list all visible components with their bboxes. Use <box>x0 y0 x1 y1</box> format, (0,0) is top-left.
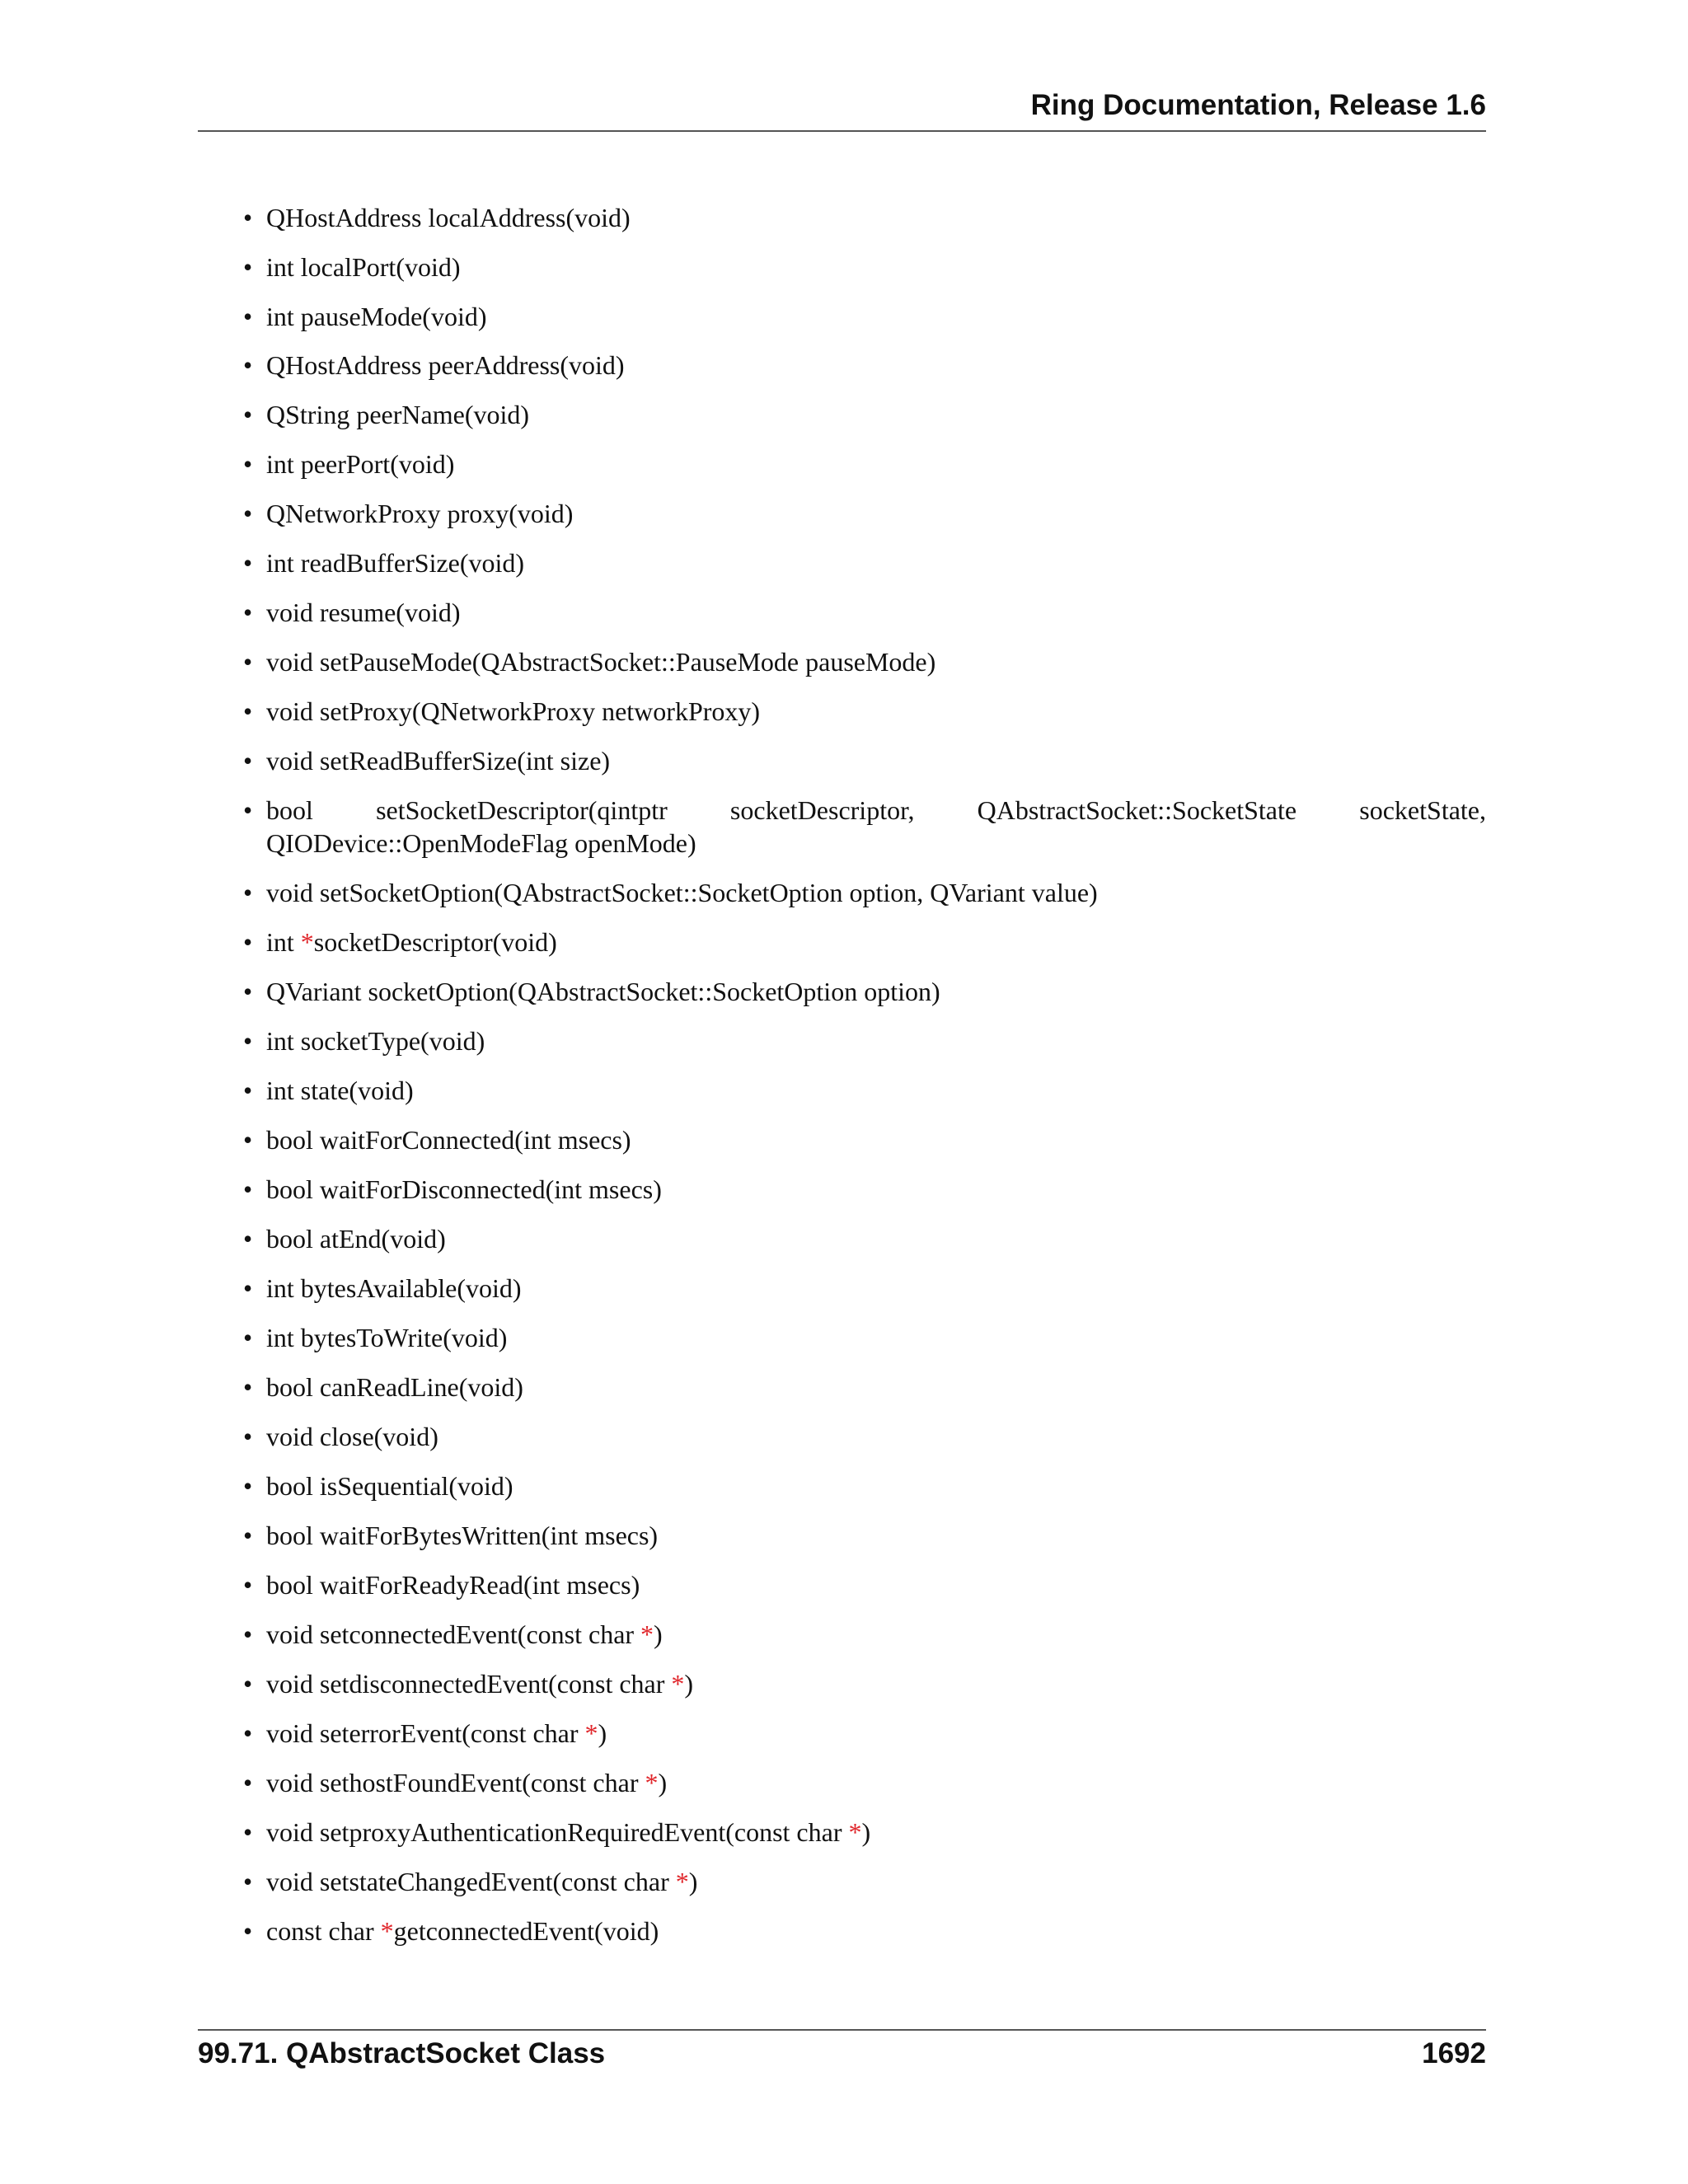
bullet-icon: • <box>243 1076 253 1105</box>
footer-rule <box>198 2029 1486 2031</box>
method-signature: bool setSocketDescriptor(qintptr socketDescriptor, QAbstractSocket::SocketState socketState, QIODevice::OpenModeFlag openMode) <box>266 795 1486 858</box>
pointer-asterisk: * <box>671 1669 685 1699</box>
bullet-icon: • <box>243 977 253 1006</box>
list-item <box>243 794 1486 860</box>
list-item <box>243 546 1486 579</box>
bullet-icon: • <box>243 1174 253 1204</box>
list-item <box>243 1222 1486 1255</box>
list-item <box>243 695 1486 728</box>
method-signature: int readBufferSize(void) <box>266 548 525 578</box>
bullet-icon: • <box>243 927 253 957</box>
bullet-icon: • <box>243 1471 253 1501</box>
list-item <box>243 398 1486 431</box>
bullet-icon: • <box>243 1619 253 1649</box>
list-item <box>243 1915 1486 1947</box>
list-item <box>243 1816 1486 1849</box>
method-signature: int socketType(void) <box>266 1026 485 1056</box>
list-item <box>243 1321 1486 1354</box>
bullet-icon: • <box>243 647 253 677</box>
pointer-asterisk: * <box>675 1867 689 1896</box>
method-signature: void setReadBufferSize(int size) <box>266 746 611 776</box>
bullet-icon: • <box>243 878 253 907</box>
method-signature: QHostAddress peerAddress(void) <box>266 350 625 380</box>
list-item <box>243 1123 1486 1156</box>
list-item <box>243 1420 1486 1453</box>
method-signature-end: ) <box>861 1817 871 1847</box>
bullet-icon: • <box>243 252 253 282</box>
list-item <box>243 201 1486 234</box>
bullet-icon: • <box>243 1273 253 1303</box>
list-item <box>243 1519 1486 1552</box>
list-item <box>243 744 1486 777</box>
list-item <box>243 300 1486 333</box>
method-signature-end: ) <box>688 1867 698 1896</box>
bullet-icon: • <box>243 499 253 528</box>
list-item <box>243 448 1486 480</box>
method-signature: bool canReadLine(void) <box>266 1372 523 1402</box>
method-signature: QHostAddress localAddress(void) <box>266 203 631 232</box>
footer-section-title: 99.71. QAbstractSocket Class <box>198 2037 606 2069</box>
method-signature: bool waitForConnected(int msecs) <box>266 1125 631 1155</box>
bullet-icon: • <box>243 350 253 380</box>
bullet-icon: • <box>243 1224 253 1254</box>
pointer-asterisk: * <box>300 927 314 957</box>
method-signature-start: void setproxyAuthenticationRequiredEvent(const char <box>266 1817 849 1847</box>
bullet-icon: • <box>243 1867 253 1896</box>
bullet-icon: • <box>243 598 253 627</box>
list-item <box>243 1024 1486 1057</box>
method-signature: int pauseMode(void) <box>266 302 487 331</box>
method-signature-end: ) <box>658 1768 668 1797</box>
method-signature: bool waitForDisconnected(int msecs) <box>266 1174 662 1204</box>
list-item <box>243 1667 1486 1700</box>
list-item <box>243 251 1486 284</box>
pointer-asterisk: * <box>645 1768 659 1797</box>
list-item <box>243 926 1486 958</box>
bullet-icon: • <box>243 302 253 331</box>
method-signature-end: socketDescriptor(void) <box>313 927 557 957</box>
bullet-icon: • <box>243 1768 253 1797</box>
method-signature-end: getconnectedEvent(void) <box>393 1916 659 1946</box>
list-item <box>243 1371 1486 1404</box>
bullet-icon: • <box>243 1026 253 1056</box>
list-item <box>243 497 1486 530</box>
method-signature: QVariant socketOption(QAbstractSocket::SocketOption option) <box>266 977 940 1006</box>
list-item <box>243 349 1486 382</box>
method-signature: void resume(void) <box>266 598 461 627</box>
method-signature: int bytesAvailable(void) <box>266 1273 522 1303</box>
method-signature: bool waitForReadyRead(int msecs) <box>266 1570 640 1600</box>
list-item <box>243 975 1486 1008</box>
method-signature: int bytesToWrite(void) <box>266 1323 508 1352</box>
method-signature: bool waitForBytesWritten(int msecs) <box>266 1521 659 1550</box>
method-signature: void setProxy(QNetworkProxy networkProxy) <box>266 696 761 726</box>
method-signature: bool isSequential(void) <box>266 1471 513 1501</box>
bullet-icon: • <box>243 696 253 726</box>
method-signature-start: int <box>266 927 301 957</box>
bullet-icon: • <box>243 400 253 429</box>
list-item <box>243 1272 1486 1305</box>
bullet-icon: • <box>243 1718 253 1748</box>
bullet-icon: • <box>243 203 253 232</box>
list-item <box>243 876 1486 909</box>
method-signature: void setPauseMode(QAbstractSocket::PauseMode pauseMode) <box>266 647 936 677</box>
method-signature-start: const char <box>266 1916 381 1946</box>
bullet-icon: • <box>243 1323 253 1352</box>
pointer-asterisk: * <box>640 1619 654 1649</box>
method-signature-start: void sethostFoundEvent(const char <box>266 1768 645 1797</box>
bullet-icon: • <box>243 1422 253 1451</box>
bullet-icon: • <box>243 1570 253 1600</box>
list-item <box>243 1717 1486 1750</box>
method-signature: QNetworkProxy proxy(void) <box>266 499 574 528</box>
pointer-asterisk: * <box>584 1718 598 1748</box>
method-signature-start: void setdisconnectedEvent(const char <box>266 1669 672 1699</box>
pointer-asterisk: * <box>848 1817 862 1847</box>
method-signature-start: void setstateChangedEvent(const char <box>266 1867 676 1896</box>
method-signature-start: void setconnectedEvent(const char <box>266 1619 641 1649</box>
method-signature-end: ) <box>654 1619 663 1649</box>
list-item <box>243 1568 1486 1601</box>
bullet-icon: • <box>243 1521 253 1550</box>
bullet-icon: • <box>243 449 253 479</box>
bullet-icon: • <box>243 1372 253 1402</box>
method-signature: int state(void) <box>266 1076 414 1105</box>
method-signature: int localPort(void) <box>266 252 461 282</box>
method-signature-end: ) <box>598 1718 607 1748</box>
bullet-icon: • <box>243 746 253 776</box>
method-signature: void setSocketOption(QAbstractSocket::SocketOption option, QVariant value) <box>266 878 1098 907</box>
list-item <box>243 1074 1486 1107</box>
method-signature: int peerPort(void) <box>266 449 455 479</box>
bullet-icon: • <box>243 548 253 578</box>
bullet-icon: • <box>243 1916 253 1946</box>
pointer-asterisk: * <box>380 1916 394 1946</box>
method-signature-start: void seterrorEvent(const char <box>266 1718 585 1748</box>
method-signature: bool atEnd(void) <box>266 1224 446 1254</box>
list-item <box>243 596 1486 629</box>
list-item <box>243 645 1486 678</box>
list-item <box>243 1173 1486 1206</box>
bullet-icon: • <box>243 1125 253 1155</box>
list-item <box>243 1865 1486 1898</box>
bullet-icon: • <box>243 1817 253 1847</box>
running-header: Ring Documentation, Release 1.6 <box>1030 89 1486 121</box>
page-number: 1692 <box>1422 2037 1486 2069</box>
method-signature: QString peerName(void) <box>266 400 530 429</box>
list-item <box>243 1766 1486 1799</box>
list-item <box>243 1469 1486 1502</box>
method-signature-end: ) <box>684 1669 694 1699</box>
method-signature: void close(void) <box>266 1422 438 1451</box>
bullet-icon: • <box>243 795 253 825</box>
bullet-icon: • <box>243 1669 253 1699</box>
list-item <box>243 1618 1486 1651</box>
